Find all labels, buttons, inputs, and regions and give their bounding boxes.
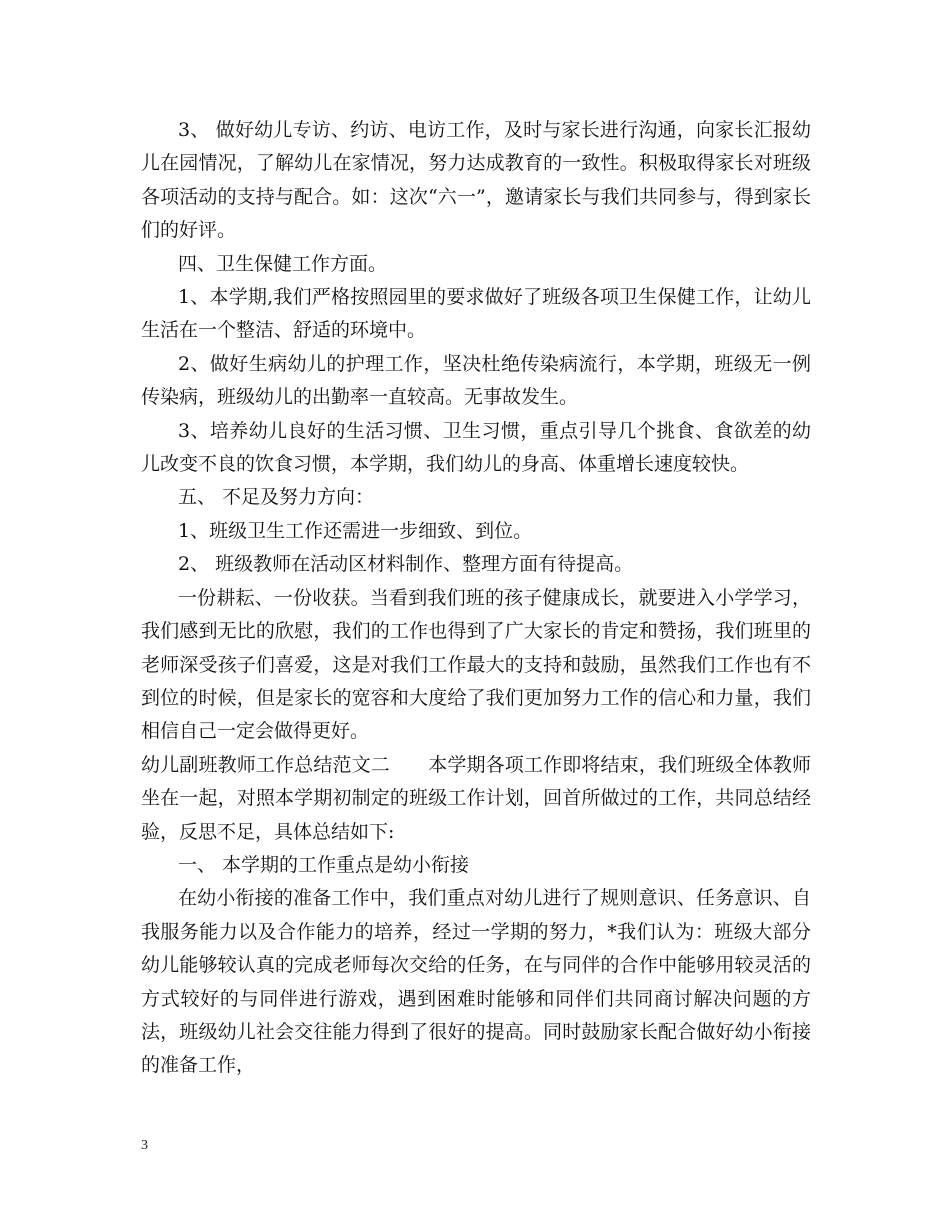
paragraph-transition-prep: 在幼小衔接的准备工作中，我们重点对幼儿进行了规则意识、任务意识、自我服务能力以及合作能力的培养，经过一学期的努力，*我们认为：班级大部分幼儿能够较认真的完成老师每次交给的任务，在与同伴的合作中能够用较灵活的方式较好的与同伴进行游戏，遇到困难时能够和同伴们共同商讨解决问题的方法，班级幼儿社会交往能力得到了很好的提高。同时鼓励家长配合做好幼小衔接的准备工作，	[141, 887, 811, 1077]
paragraph-parent-visits: 3、 做好幼儿专访、约访、电访工作，及时与家长进行沟通，向家长汇报幼儿在园情况，了解幼儿在家情况，努力达成教育的一致性。积极取得家长对班级各项活动的支持与配合。如：这次“六一”，邀请家长与我们共同参与，得到家长们的好评。	[141, 119, 811, 242]
heading-work-focus: 一、 本学期的工作重点是幼小衔接	[178, 853, 470, 876]
paragraph-conclusion: 一份耕耘、一份收获。当看到我们班的孩子健康成长，就要进入小学学习，我们感到无比的欣慰，我们的工作也得到了广大家长的肯定和赞扬，我们班里的老师深受孩子们喜爱，这是对我们工作最大的支持和鼓励，虽然我们工作也有不到位的时候，但是家长的宽容和大度给了我们更加努力工作的信心和力量，我们相信自己一定会做得更好。	[141, 586, 811, 743]
paragraph-sick-care: 2、做好生病幼儿的护理工作，坚决杜绝传染病流行，本学期，班级无一例传染病，班级幼儿的出勤率一直较高。无事故发生。	[141, 352, 811, 409]
page-number: 3	[141, 1138, 148, 1153]
paragraph-shortcoming-1: 1、班级卫生工作还需进一步细致、到位。	[178, 519, 533, 542]
heading-shortcomings: 五、 不足及努力方向：	[178, 486, 375, 509]
paragraph-hygiene-work: 1、本学期,我们严格按照园里的要求做好了班级各项卫生保健工作，让幼儿生活在一个整洁、舒适的环境中。	[141, 286, 811, 342]
paragraph-shortcoming-2: 2、 班级教师在活动区材料制作、整理方面有待提高。	[178, 553, 634, 576]
paragraph-sample-two-intro: 幼儿副班教师工作总结范文二 本学期各项工作即将结束，我们班级全体教师坐在一起，对照本学期初制定的班级工作计划，回首所做过的工作，共同总结经验，反思不足，具体总结如下:	[141, 753, 811, 843]
paragraph-living-habits: 3、培养幼儿良好的生活习惯、卫生习惯，重点引导几个挑食、食欲差的幼儿改变不良的饮食习惯，本学期，我们幼儿的身高、体重增长速度较快。	[141, 419, 811, 476]
document-body	[141, 114, 811, 1083]
heading-health-care: 四、卫生保健工作方面。	[178, 252, 388, 275]
